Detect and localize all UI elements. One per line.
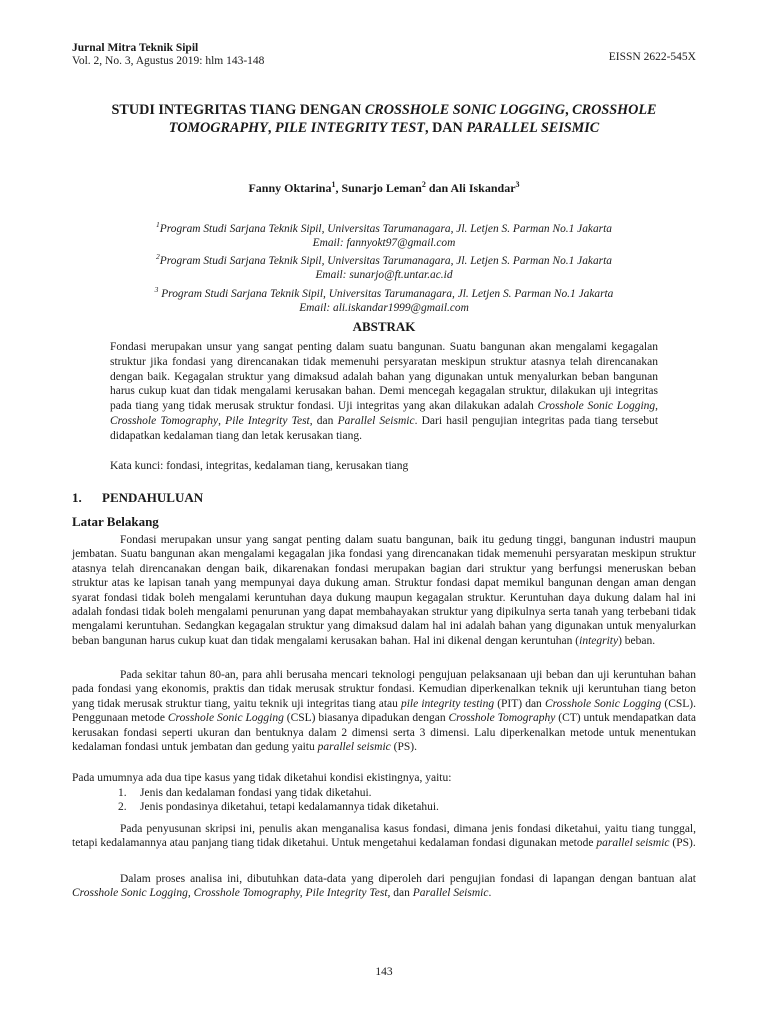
affiliations (72, 218, 696, 315)
numbered-list (118, 786, 678, 815)
author-email: Email: fannyokt97@gmail.com (312, 237, 456, 250)
affiliation: $^3$ Program Studi Sarjana Teknik Sipil, Universitas Tarumanagara, Jl. Letjen S. Parman No.1 Jakarta (154, 284, 614, 300)
abstract-heading: ABSTRAK (352, 319, 416, 334)
author-email: Email: ali.iskandar1999@gmail.com (299, 301, 469, 314)
affiliation: $^2$Program Studi Sarjana Teknik Sipil, Universitas Tarumanagara, Jl. Letjen S. Parman No.1 Jakarta (156, 252, 612, 268)
subsection-heading: Latar Belakang (72, 514, 159, 529)
journal-volume: Vol. 2, No. 3, Agustus 2019: hlm 143-148 (72, 55, 265, 67)
author-name: Sunarjo Leman (341, 181, 422, 195)
author-name: Ali Iskandar (450, 181, 516, 195)
paragraph: Fondasi merupakan unsur yang sangat penting dalam suatu bangunan, baik itu gedung tinggi, bangunan industri maupun jembatan. Suatu bangunan akan mengalami kegagalan jika fondasi yang direncanakan tidak memenuhi persyaratan meskipun struktur atasnya telah direncanakan dengan baik, dikarenakan fondasi merupakan bagian dari struktur yang berfungsi meneruskan beban struktur atas ke lapisan tanah yang mempunyai daya dukung aman. Struktur fondasi dapat memikul bangunan dengan aman dengan syarat fondasi tidak boleh mengalami keruntuhan daya dukung maupun kegagalan struktur. Keruntuhan daya dukung dalam hal ini adalah fondasi tidak boleh mengalami penurunan yang dapat membahayakan struktur yang dipikulnya serta tanah yang terbebani tidak mengalami keruntuhan. Sedangkan kegagalan struktur yang dimaksud dalam hal ini adalah bahan yang digunakan untuk menyalurkan beban bangunan harus cukup kuat dan tidak mengalami kerusakan bahan. Hal ini dikenal dengan keruntuhan (integrity) beban. (72, 534, 696, 647)
paragraph: Pada sekitar tahun 80-an, para ahli berusaha mencari teknologi pengujuan pelaksanaan uji beban dan uji keruntuhan bahan pada fondasi yang ekonomis, praktis dan tidak merusak struktur fondasi. Kemudian diperkenalkan teknik uji keruntuhan tiang beton yang tidak merusak struktur tiang, yaitu teknik uji integritas tiang atau pile integrity testing (PIT) dan Crosshole Sonic Logging (CSL). Penggunaan metode Crosshole Sonic Logging (CSL) biasanya dipadukan dengan Crosshole Tomography (CT) untuk mendapatkan data kerusakan fondasi seperti ukuran dan bentuknya dalam 2 dimensi serta 3 dimensi. Lalu diperkenalkan metode untuk menentukan kedalaman fondasi untuk jembatan dan gedung yaitu parallel seismic (PS). (72, 669, 697, 754)
affiliation: $^1$Program Studi Sarjana Teknik Sipil, Universitas Tarumanagara, Jl. Letjen S. Parman No.1 Jakarta (156, 220, 612, 235)
paper-title: STUDI INTEGRITAS TIANG DENGAN CROSSHOLE SONIC LOGGING, CROSSHOLE TOMOGRAPHY, PILE INTEGRITY TEST, DAN PARALLEL SEISMIC (111, 102, 657, 136)
paragraph: Dalam proses analisa ini, dibutuhkan data-data yang diperoleh dari pengujian fondasi di lapangan dengan bantuan alat Crosshole Sonic Logging, Crosshole Tomography, Pile Integrity Test, dan Parallel Seismic. (72, 873, 696, 900)
author-email: Email: sunarjo@ft.untar.ac.id (315, 269, 453, 282)
keywords: Kata kunci: fondasi, integritas, kedalaman tiang, kerusakan tiang (110, 460, 409, 472)
section-heading: 1. PENDAHULUAN (72, 490, 204, 505)
paragraph: Pada umumnya ada dua tipe kasus yang tidak diketahui kondisi ekistingnya, yaitu: (72, 772, 452, 784)
journal-header (72, 42, 264, 68)
author-name: Fanny Oktarina (248, 181, 332, 195)
abstract-text: Fondasi merupakan unsur yang sangat penting dalam suatu bangunan. Suatu bangunan akan mengalami kegagalan struktur jika fondasi yang direncanakan tidak memenuhi persyaratan meskipun struktur atasnya telah direncanakan dengan baik. Kegagalan struktur yang dimaksud adalah bahan yang digunakan untuk menyalurkan beban bangunan harus cukup kuat dan tidak mengalami kerusakan bahan. Demi mencegah kegagalan struktur, dilakukan uji integritas pada tiang yang tidak merusak struktur fondasi. Uji integritas yang akan dilakukan adalah Crosshole Sonic Logging, Crosshole Tomography, Pile Integrity Test, dan Parallel Seismic. Dari hasil pengujian integritas pada tiang tersebut didapatkan kedalaman tiang dan letak kerusakan tiang. (110, 341, 659, 442)
eissn: EISSN 2622-545X (608, 51, 696, 63)
list-item: 2. Jenis pondasinya diketahui, tetapi kedalamannya tidak diketahui. (118, 801, 439, 814)
paragraph: Pada penyusunan skripsi ini, penulis akan menganalisa kasus fondasi, dimana jenis fondasi diketahui, yaitu tiang tunggal, tetapi kedalamannya atau panjang tiang tidak diketahui. Untuk mengetahui kedalaman fondasi digunakan metode parallel seismic (PS). (72, 823, 696, 850)
page-number: 143 (375, 966, 393, 978)
journal-name: Jurnal Mitra Teknik Sipil (72, 42, 199, 54)
list-item: 1. Jenis dan kedalaman fondasi yang tidak diketahui. (118, 787, 372, 799)
author-list: Fanny Oktarina$^1$, Sunarjo Leman$^2$ dan Ali Iskandar$^3$ (248, 180, 520, 195)
